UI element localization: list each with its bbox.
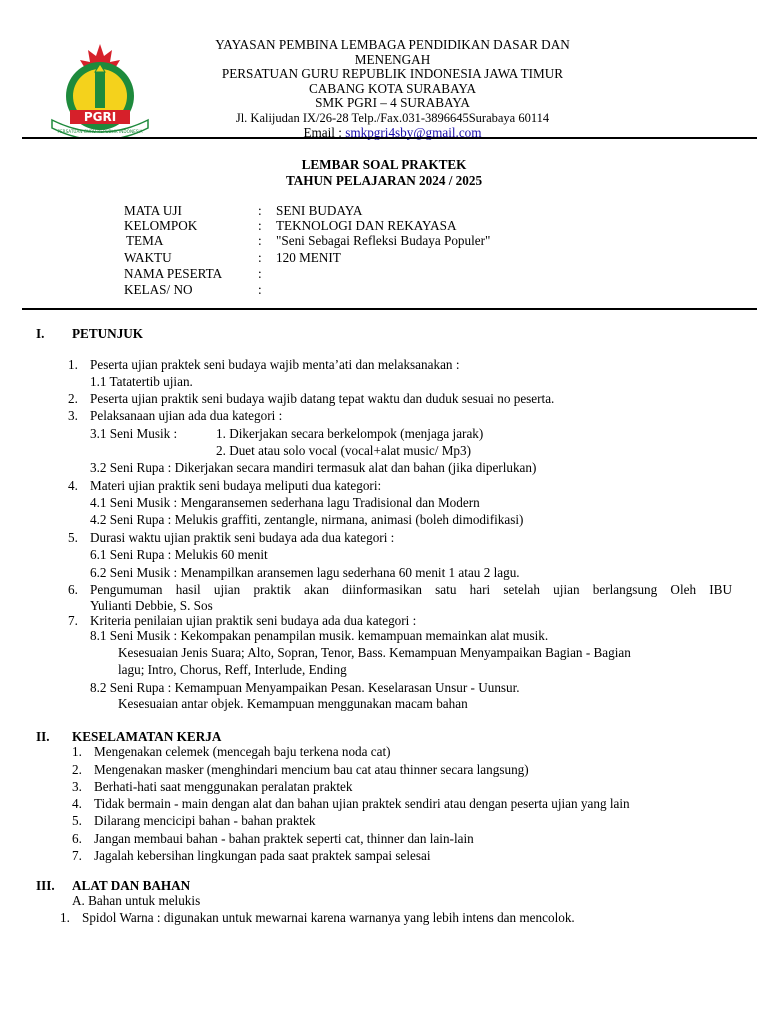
list-item: Peserta ujian praktik seni budaya wajib datang tepat waktu dan duduk sesuai no peserta.	[90, 391, 555, 406]
section-title-alat-bahan: ALAT DAN BAHAN	[72, 878, 191, 893]
school-logo	[46, 40, 154, 138]
list-number: 6.	[68, 582, 78, 597]
list-number: 3.	[72, 779, 82, 794]
info-sep: :	[258, 203, 262, 218]
section-number: I.	[36, 326, 45, 341]
info-sep: :	[258, 266, 262, 281]
email-link[interactable]: smkpgri4sby@gmail.com	[345, 125, 482, 140]
list-item: Jangan membaui bahan - bahan praktek seperti cat, thinner dan lain-lain	[94, 831, 474, 846]
logo-ribbon-text: PERSATUAN GURU REPUBLIK INDONESIA	[57, 129, 143, 134]
info-label: TEMA	[126, 233, 164, 248]
list-subitem-continued: Kesesuaian Jenis Suara; Alto, Sopran, Tenor, Bass. Kemampuan Menyampaikan Bagian - Bagian	[118, 645, 631, 660]
list-subitem-continued: lagu; Intro, Chorus, Reff, Interlude, Ending	[118, 662, 347, 677]
header-divider	[22, 137, 757, 139]
info-label: KELOMPOK	[124, 218, 198, 233]
list-number: 5.	[68, 530, 78, 545]
info-value: "Seni Sebagai Refleksi Budaya Populer"	[276, 233, 491, 248]
list-subitem: 4.2 Seni Rupa : Melukis graffiti, zentangle, nirmana, animasi (boleh dimodifikasi)	[90, 512, 524, 527]
letterhead-line-2: PERSATUAN GURU REPUBLIK INDONESIA JAWA TIMUR	[221, 66, 564, 81]
email-label: Email :	[303, 125, 346, 140]
list-item: Peserta ujian praktek seni budaya wajib menta’ati dan melaksanakan :	[90, 357, 460, 372]
list-subitem-label: 3.1 Seni Musik :	[90, 426, 178, 441]
list-number: 3.	[68, 408, 78, 423]
info-sep: :	[258, 233, 262, 248]
list-subitem-continued: Kesesuaian antar objek. Kemampuan menggunakan macam bahan	[118, 696, 468, 711]
list-number: 1.	[72, 744, 82, 759]
list-item-continued: Yulianti Debbie, S. Sos	[90, 598, 213, 613]
list-item: Materi ujian praktik seni budaya meliputi dua kategori:	[90, 478, 382, 493]
info-value: TEKNOLOGI DAN REKAYASA	[276, 218, 457, 233]
info-sep: :	[258, 218, 262, 233]
list-number: 1.	[68, 357, 78, 372]
letterhead-line-1: YAYASAN PEMBINA LEMBAGA PENDIDIKAN DASAR DAN MENENGAH	[215, 37, 570, 67]
list-number: 4.	[72, 796, 82, 811]
logo-text: PGRI	[83, 110, 117, 124]
letterhead	[200, 38, 585, 140]
info-label: MATA UJI	[124, 203, 182, 218]
info-sep: :	[258, 282, 262, 297]
list-item: Tidak bermain - main dengan alat dan bahan ujian praktek sendiri atau dengan peserta ujian yang lain	[94, 796, 630, 811]
list-item: Spidol Warna : digunakan untuk mewarnai karena warnanya yang lebih intens dan mencolok.	[82, 910, 575, 925]
list-item: Pelaksanaan ujian ada dua kategori :	[90, 408, 283, 423]
list-item: Dilarang mencicipi bahan - bahan praktek	[94, 813, 316, 828]
list-number: 7.	[68, 613, 78, 628]
list-subitem: 8.2 Seni Rupa : Kemampuan Menyampaikan Pesan. Keselarasan Unsur - Uunsur.	[90, 680, 520, 695]
info-divider	[22, 308, 757, 310]
list-subitem: 4.1 Seni Musik : Mengaransemen sederhana lagu Tradisional dan Modern	[90, 495, 480, 510]
list-item: Mengenakan celemek (mencegah baju terkena noda cat)	[94, 744, 391, 759]
list-number: 7.	[72, 848, 82, 863]
list-subitem: 3.2 Seni Rupa : Dikerjakan secara mandiri termasuk alat dan bahan (jika diperlukan)	[90, 460, 537, 475]
letterhead-line-4: SMK PGRI – 4 SURABAYA	[315, 95, 470, 110]
section-title-keselamatan: KESELAMATAN KERJA	[72, 729, 222, 744]
section-number: II.	[36, 729, 50, 744]
letterhead-line-3: CABANG KOTA SURABAYA	[309, 80, 476, 96]
list-number: 6.	[72, 831, 82, 846]
list-subitem: 1.1 Tatatertib ujian.	[90, 374, 193, 389]
info-sep: :	[258, 250, 262, 265]
list-number: 4.	[68, 478, 78, 493]
info-label: WAKTU	[124, 250, 172, 265]
list-item: Jagalah kebersihan lingkungan pada saat praktek sampai selesai	[94, 848, 431, 863]
list-number: 5.	[72, 813, 82, 828]
info-value: SENI BUDAYA	[276, 203, 363, 218]
list-item: Mengenakan masker (menghindari mencium bau cat atau thinner secara langsung)	[94, 762, 529, 777]
subsection-title: A. Bahan untuk melukis	[72, 893, 201, 908]
letterhead-address: Jl. Kalijudan IX/26-28 Telp./Fax.031-3896645Surabaya 60114	[235, 110, 550, 125]
list-subitem: 6.2 Seni Musik : Menampilkan aransemen lagu sederhana 60 menit 1 atau 2 lagu.	[90, 565, 520, 580]
academic-year: TAHUN PELAJARAN 2024 / 2025	[285, 173, 483, 188]
list-subitem: 1. Dikerjakan secara berkelompok (menjaga jarak)	[216, 426, 484, 441]
info-label: NAMA PESERTA	[124, 266, 223, 281]
list-item: Durasi waktu ujian praktik seni budaya ada dua kategori :	[90, 530, 395, 545]
document-title: LEMBAR SOAL PRAKTEK	[301, 157, 467, 172]
list-subitem: 6.1 Seni Rupa : Melukis 60 menit	[90, 547, 268, 562]
list-subitem: 2. Duet atau solo vocal (vocal+alat music/ Mp3)	[216, 443, 471, 458]
list-item: Kriteria penilaian ujian praktik seni budaya ada dua kategori :	[90, 613, 417, 628]
info-value: 120 MENIT	[276, 250, 341, 265]
list-number: 2.	[72, 762, 82, 777]
section-title-petunjuk: PETUNJUK	[72, 326, 144, 341]
list-subitem: 8.1 Seni Musik : Kekompakan penampilan musik. kemampuan memainkan alat musik.	[90, 628, 549, 643]
info-label: KELAS/ NO	[124, 282, 193, 297]
list-number: 1.	[60, 910, 70, 925]
list-item: Berhati-hati saat menggunakan peralatan praktek	[94, 779, 353, 794]
list-item: Pengumuman hasil ujian praktik akan diinformasikan satu hari setelah ujian berlangsung Oleh IBU	[90, 582, 732, 597]
list-number: 2.	[68, 391, 78, 406]
section-number: III.	[36, 878, 55, 893]
